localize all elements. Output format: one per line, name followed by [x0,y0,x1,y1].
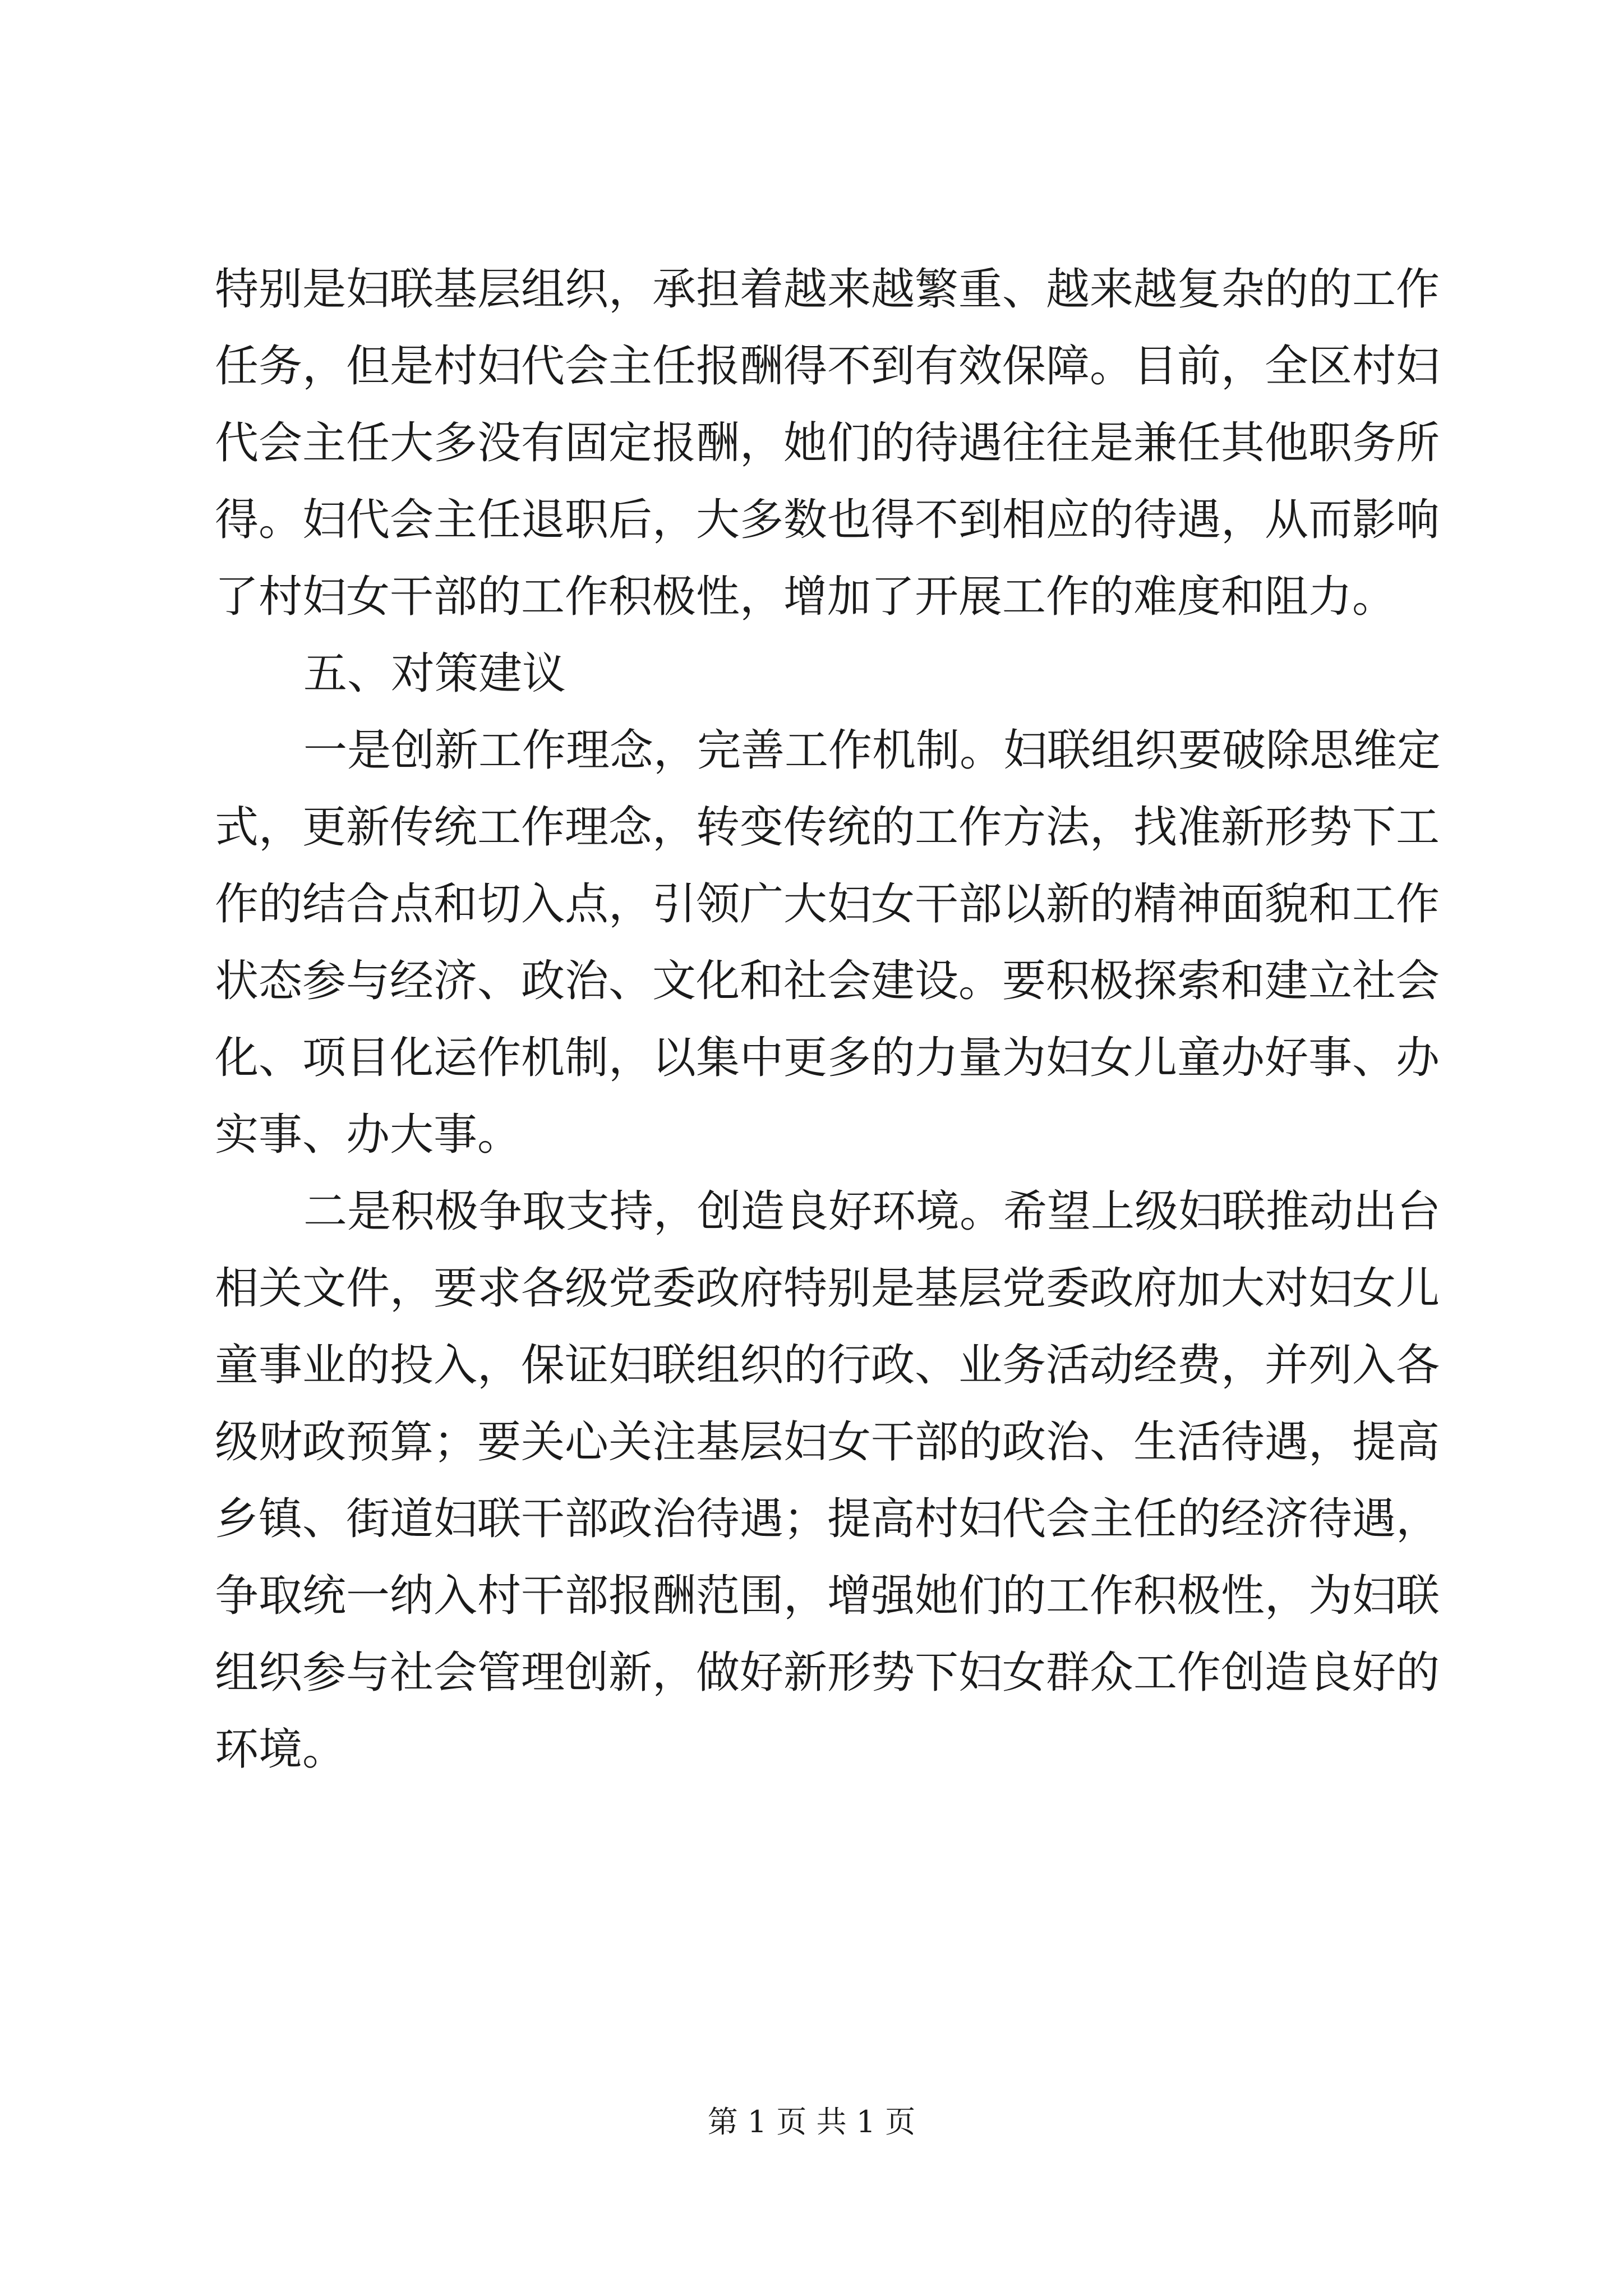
text-line: 化、项目化运作机制，以集中更多的力量为妇女儿童办好事、办 [215,1033,1440,1083]
body-text [215,251,1441,1788]
text-line: 状态参与经济、政治、文化和社会建设。要积极探索和建立社会 [215,956,1440,1006]
text-line: 环境。 [215,1724,347,1775]
text-line: 特别是妇联基层组织，承担着越来越繁重、越来越复杂的的工作 [215,264,1440,315]
text-line: 了村妇女干部的工作积极性，增加了开展工作的难度和阻力。 [215,572,1396,622]
text-line: 代会主任大多没有固定报酬，她们的待遇往往是兼任其他职务所 [215,418,1440,468]
text-line: 实事、办大事。 [215,1110,522,1160]
text-line: 式，更新传统工作理念，转变传统的工作方法，找准新形势下工 [215,802,1440,853]
text-line: 得。妇代会主任退职后，大多数也得不到相应的待遇，从而影响 [215,495,1440,545]
page-footer: 第 1 页 共 1 页 [707,2104,916,2139]
text-line: 二是积极争取支持，创造良好环境。希望上级妇联推动出台 [303,1186,1441,1237]
text-line: 童事业的投入，保证妇联组织的行政、业务活动经费，并列入各 [215,1340,1440,1391]
text-line: 一是创新工作理念，完善工作机制。妇联组织要破除思维定 [303,725,1441,776]
section-heading: 五、对策建议 [303,648,566,699]
text-line: 组织参与社会管理创新，做好新形势下妇女群众工作创造良好的 [215,1648,1440,1698]
text-line: 乡镇、街道妇联干部政治待遇；提高村妇代会主任的经济待遇， [215,1494,1440,1544]
text-line: 任务，但是村妇代会主任报酬得不到有效保障。目前，全区村妇 [215,341,1440,392]
text-line: 作的结合点和切入点，引领广大妇女干部以新的精神面貌和工作 [215,879,1440,930]
text-line: 相关文件，要求各级党委政府特别是基层党委政府加大对妇女儿 [215,1263,1440,1314]
text-line: 争取统一纳入村干部报酬范围，增强她们的工作积极性，为妇联 [215,1571,1440,1621]
text-line: 级财政预算；要关心关注基层妇女干部的政治、生活待遇，提高 [215,1417,1440,1467]
